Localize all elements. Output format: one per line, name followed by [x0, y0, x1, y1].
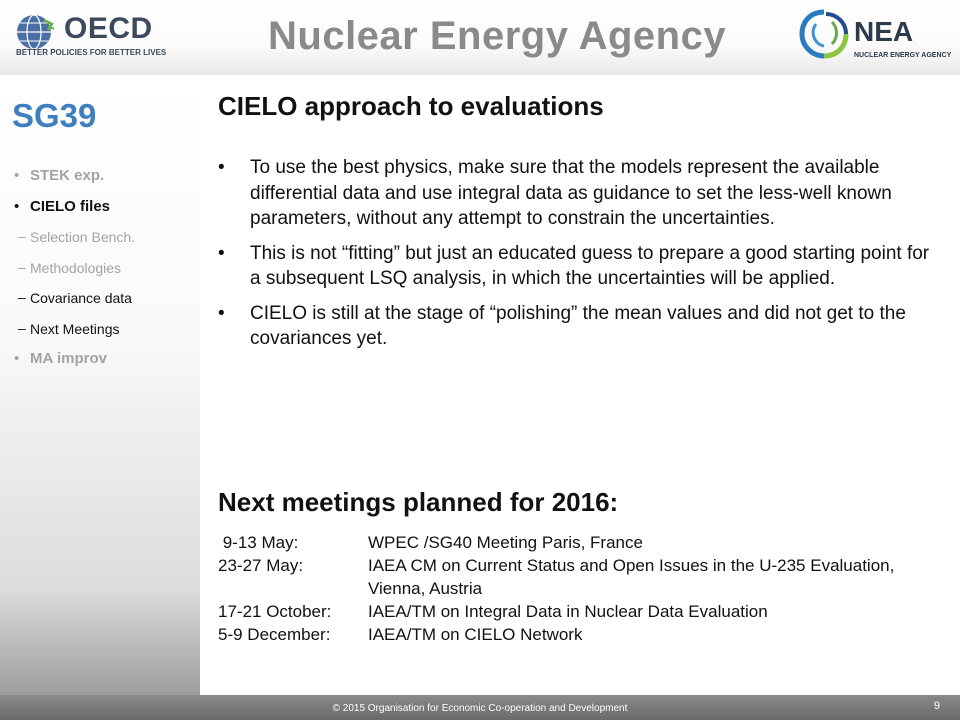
bullet-text: This is not “fitting” but just an educated guess to prepare a good starting point for a subsequent LSQ analysis, in which the uncertainties will be applied.	[250, 242, 930, 289]
dash-marker: –	[18, 228, 26, 244]
meeting-description: IAEA CM on Current Status and Open Issues in the U-235 Evaluation, Vienna, Austria	[368, 556, 895, 598]
bullet-marker: •	[14, 350, 20, 367]
meetings-table	[218, 531, 938, 646]
bullet-item	[218, 241, 934, 292]
oecd-logo	[14, 12, 184, 62]
sidebar-item-label: Methodologies	[30, 259, 122, 276]
sidebar	[0, 75, 200, 720]
oecd-tagline: BETTER POLICIES FOR BETTER LIVES	[16, 48, 167, 57]
bullet-list	[218, 155, 934, 361]
copyright-notice: © 2015 Organisation for Economic Co-operation and Development	[332, 703, 628, 714]
nea-tagline: NUCLEAR ENERGY AGENCY	[854, 52, 952, 59]
sidebar-item-next-meetings[interactable]	[14, 320, 200, 351]
sidebar-item-cielo-files[interactable]	[14, 198, 200, 229]
sidebar-item-label: CIELO files	[30, 197, 111, 215]
page-number: 9	[933, 700, 940, 712]
meeting-description: IAEA/TM on Integral Data in Nuclear Data Evaluation	[368, 602, 768, 621]
bullet-marker: •	[14, 197, 20, 215]
slide-content	[200, 75, 960, 695]
sidebar-item-label: MA improv	[30, 350, 107, 367]
sidebar-item-selection-bench[interactable]	[14, 228, 200, 259]
nea-wordmark: NEA	[854, 16, 914, 47]
sidebar-item-methodologies[interactable]	[14, 259, 200, 290]
meeting-date: 23-27 May:	[218, 556, 304, 575]
dash-marker: –	[18, 258, 26, 275]
sidebar-item-ma-improv[interactable]	[14, 350, 200, 381]
sidebar-nav	[14, 167, 200, 381]
meeting-date: 17-21 October:	[218, 602, 332, 621]
meeting-description: IAEA/TM on CIELO Network	[368, 625, 583, 644]
bullet-text: CIELO is still at the stage of “polishing” the mean values and did not get to the covariances yet.	[250, 302, 906, 349]
dash-marker: –	[18, 319, 26, 336]
meeting-date: 9-13 May:	[218, 533, 299, 552]
bullet-item	[218, 301, 934, 352]
nea-logo	[796, 6, 956, 66]
meeting-row	[218, 531, 938, 554]
sidebar-item-label: Next Meetings	[30, 320, 120, 337]
nea-swirl-icon	[796, 6, 852, 62]
bullet-marker: •	[218, 302, 225, 324]
meetings-title: Next meetings planned for 2016:	[218, 487, 619, 517]
meeting-date: 5-9 December:	[218, 625, 331, 644]
bullet-marker: •	[218, 157, 225, 178]
bullet-marker: •	[14, 167, 20, 184]
meeting-row	[218, 623, 938, 646]
sidebar-title: SG39	[12, 97, 97, 134]
sidebar-item-label: STEK exp.	[30, 167, 105, 184]
sidebar-item-label: Selection Bench.	[30, 229, 136, 245]
bullet-item	[218, 155, 934, 232]
sidebar-item-covariance-data[interactable]	[14, 289, 200, 320]
meeting-row	[218, 600, 938, 623]
header-bar	[0, 0, 960, 75]
bullet-marker: •	[218, 242, 225, 264]
slide-title: CIELO approach to evaluations	[218, 91, 604, 121]
footer-bar	[0, 695, 960, 720]
meeting-description: WPEC /SG40 Meeting Paris, France	[368, 533, 643, 552]
agency-title: Nuclear Energy Agency	[268, 14, 727, 58]
dash-marker: –	[18, 289, 26, 305]
sidebar-item-label: Covariance data	[30, 290, 132, 306]
bullet-text: To use the best physics, make sure that the models represent the available differential data and use integral data as guidance to set the less-well known parameters, without any attempt to constrain the uncertainties.	[250, 157, 892, 229]
meeting-row	[218, 554, 938, 600]
oecd-wordmark: OECD	[64, 12, 153, 45]
sidebar-item-stek[interactable]	[14, 167, 200, 198]
